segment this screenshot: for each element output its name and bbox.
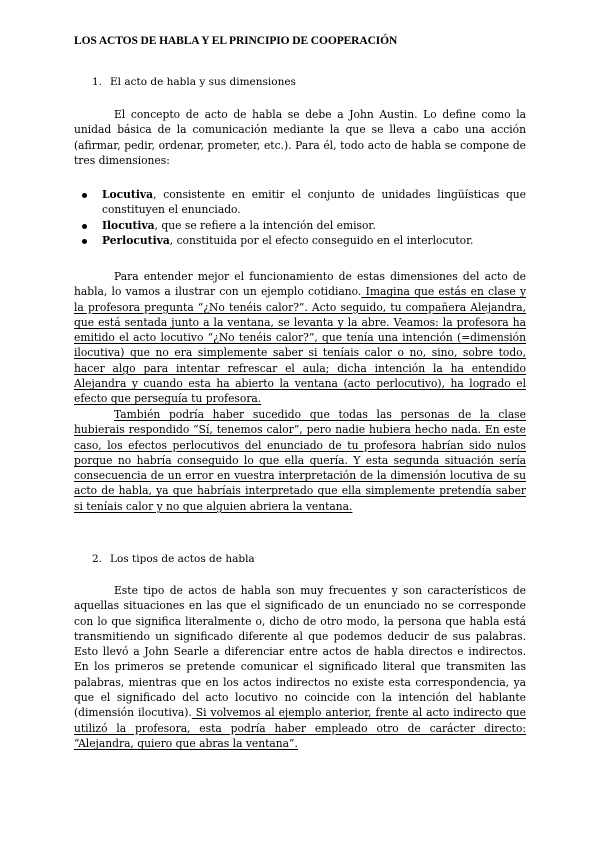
section-1-title: El acto de habla y sus dimensiones xyxy=(110,76,296,88)
dimension-description: , consistente en emitir el conjunto de unidades lingüísticas que constituyen el enunciado. xyxy=(102,188,526,217)
section-1-heading xyxy=(92,76,296,88)
dimension-term: Locutiva xyxy=(102,188,154,201)
dimension-description: , constituida por el efecto conseguido en el interlocutor. xyxy=(169,233,474,247)
alternative-underlined-text-b: Y esta segunda situación sería consecuencia de un error en vuestra interpretación de la dimensión locutiva de su acto de habla, ya que habríais interpretado que ella simplemente pretendía saber si teníais calor y no que alguien abriera la ventana. xyxy=(74,453,527,513)
section-2-number: 2. xyxy=(92,553,103,565)
bullet-icon xyxy=(82,224,87,229)
section-2-heading xyxy=(92,553,255,565)
list-item xyxy=(74,218,526,233)
example-underlined-text: Imagina que estás en clase y la profesora pregunta “¿No tenéis calor?”. Acto seguido, tu compañera Alejandra, que está sentada junto a la ventana, se levanta y la abre. Veamos: la profesora ha emitido el acto locutivo “¿No tenéis calor?”, que tenía una intención (=dimensión ilocutiva) que no era simplemente saber si teníais calor o no, sino, sobre todo, hacer algo para intentar refrescar el aula; dicha intención la ha entendido Alejandra y cuando esta ha abierto la ventana (acto perlocutivo), ha logrado el efecto que perseguía tu profesora. xyxy=(74,285,526,406)
section-1-example-paragraph xyxy=(74,269,526,407)
dimension-term: Perlocutiva xyxy=(102,233,170,247)
section-2-paragraph xyxy=(74,583,526,751)
document-title: LOS ACTOS DE HABLA Y EL PRINCIPIO DE COOPERACIÓN xyxy=(74,35,398,47)
dimension-term: Ilocutiva xyxy=(102,218,155,232)
list-item xyxy=(74,187,526,218)
alternative-underlined-text-a: También podría haber sucedido que todas las personas de la clase hubierais respondido “Sí, tenemos calor”, pero nadie hubiera hecho nada. En este caso, los efectos perlocutivos del enunciado de tu profesora habrían sido nulos porque no habría conseguido lo que ella quería. xyxy=(74,408,526,467)
example-intro-text: Para entender mejor el funcionamiento de estas dimensiones del acto de habla, lo vamos a ilustrar con un ejemplo cotidiano. xyxy=(74,270,526,299)
bullet-icon xyxy=(82,239,87,244)
list-item xyxy=(74,233,526,248)
dimension-description: , que se refiere a la intención del emisor. xyxy=(154,218,376,232)
dimensions-list xyxy=(74,187,526,248)
section-1-alternative-paragraph xyxy=(74,407,526,514)
section-2-underlined-text: Si volvemos al ejemplo anterior, frente al acto indirecto que utilizó la profesora, esta podría haber empleado otro de carácter directo: “Alejandra, quiero que abras la ventana”. xyxy=(74,706,527,750)
section-2-title: Los tipos de actos de habla xyxy=(110,553,255,565)
bullet-icon xyxy=(82,193,87,198)
section-1-number: 1. xyxy=(92,76,103,88)
section-2-plain-text: Este tipo de actos de habla son muy frecuentes y son característicos de aquellas situaciones en las que el significado de un enunciado no se corresponde con lo que significa literalmente o, dicho de otro modo, la persona que habla está transmitiendo un significado diferente al que podemos deducir de sus palabras. Esto llevó a John Searle a diferenciar entre actos de habla directos e indirectos. En los primeros se pretende comunicar el significado literal que transmiten las palabras, mientras que en los actos indirectos no existe esta correspondencia, ya que el significado del acto locutivo no coincide con la intención del hablante (dimensión ilocutiva). xyxy=(74,584,526,720)
section-1-intro-paragraph: El concepto de acto de habla se debe a John Austin. Lo define como la unidad básica de la comunicación mediante la que se lleva a cabo una acción (afirmar, pedir, ordenar, prometer, etc.). Para él, todo acto de habla se compone de tres dimensiones: xyxy=(74,108,526,167)
